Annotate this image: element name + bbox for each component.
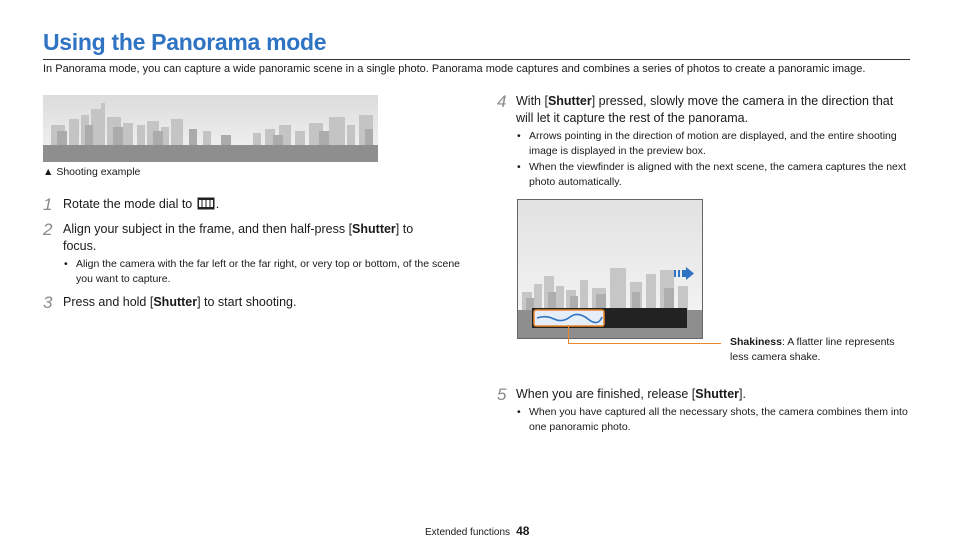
page-number: 48 bbox=[516, 524, 530, 538]
step-4-bullet-1: • Arrows pointing in the direction of motion are displayed, and the entire shooting image is displayed in the preview box. bbox=[529, 129, 904, 159]
shakiness-note: Shakiness: A flatter line represents less camera shake. bbox=[730, 336, 895, 363]
panorama-mode-icon bbox=[197, 197, 215, 215]
preview-scene bbox=[518, 200, 702, 338]
shooting-example-image bbox=[43, 95, 378, 162]
step-4-text: With [Shutter] pressed, slowly move the camera in the direction that will let it capture the rest of the panorama. bbox=[516, 94, 894, 125]
footer-section: Extended functions bbox=[425, 527, 511, 538]
caption-marker: ▲ bbox=[43, 166, 54, 178]
step-2-text: Align your subject in the frame, and then half-press [Shutter] to focus. bbox=[63, 222, 414, 253]
image-caption bbox=[43, 165, 140, 179]
page-footer bbox=[425, 524, 529, 540]
step-4-bullet-2: • When the viewfinder is aligned with the next scene, the camera captures the next photo automatically. bbox=[529, 160, 909, 190]
camera-preview-screen bbox=[517, 199, 703, 339]
step-1-text: Rotate the mode dial to . bbox=[63, 196, 443, 215]
step-number-1: 1 bbox=[43, 195, 53, 214]
page-title: Using the Panorama mode bbox=[43, 29, 327, 55]
step-number-3: 3 bbox=[43, 293, 53, 312]
caption-text: Shooting example bbox=[56, 166, 141, 178]
callout-line bbox=[568, 343, 721, 344]
step-3-text: Press and hold [Shutter] to start shooting. bbox=[63, 295, 297, 309]
step-5-bullet: • When you have captured all the necessary shots, the camera combines them into one panoramic photo. bbox=[529, 405, 914, 435]
city-skyline-illustration bbox=[43, 95, 378, 162]
step-number-2: 2 bbox=[43, 220, 53, 239]
step-2-bullet: • Align the camera with the far left or the far right, or very top or bottom, of the scene you want to capture. bbox=[76, 257, 461, 287]
title-divider bbox=[43, 59, 910, 60]
step-number-4: 4 bbox=[497, 92, 507, 111]
step-5-text: When you are finished, release [Shutter]. bbox=[516, 387, 746, 401]
intro-paragraph: In Panorama mode, you can capture a wide panoramic scene in a single photo. Panorama mode captures and combines a series of photos to create a panoramic image. bbox=[43, 63, 866, 75]
callout-line bbox=[568, 325, 569, 343]
step-number-5: 5 bbox=[497, 385, 507, 404]
